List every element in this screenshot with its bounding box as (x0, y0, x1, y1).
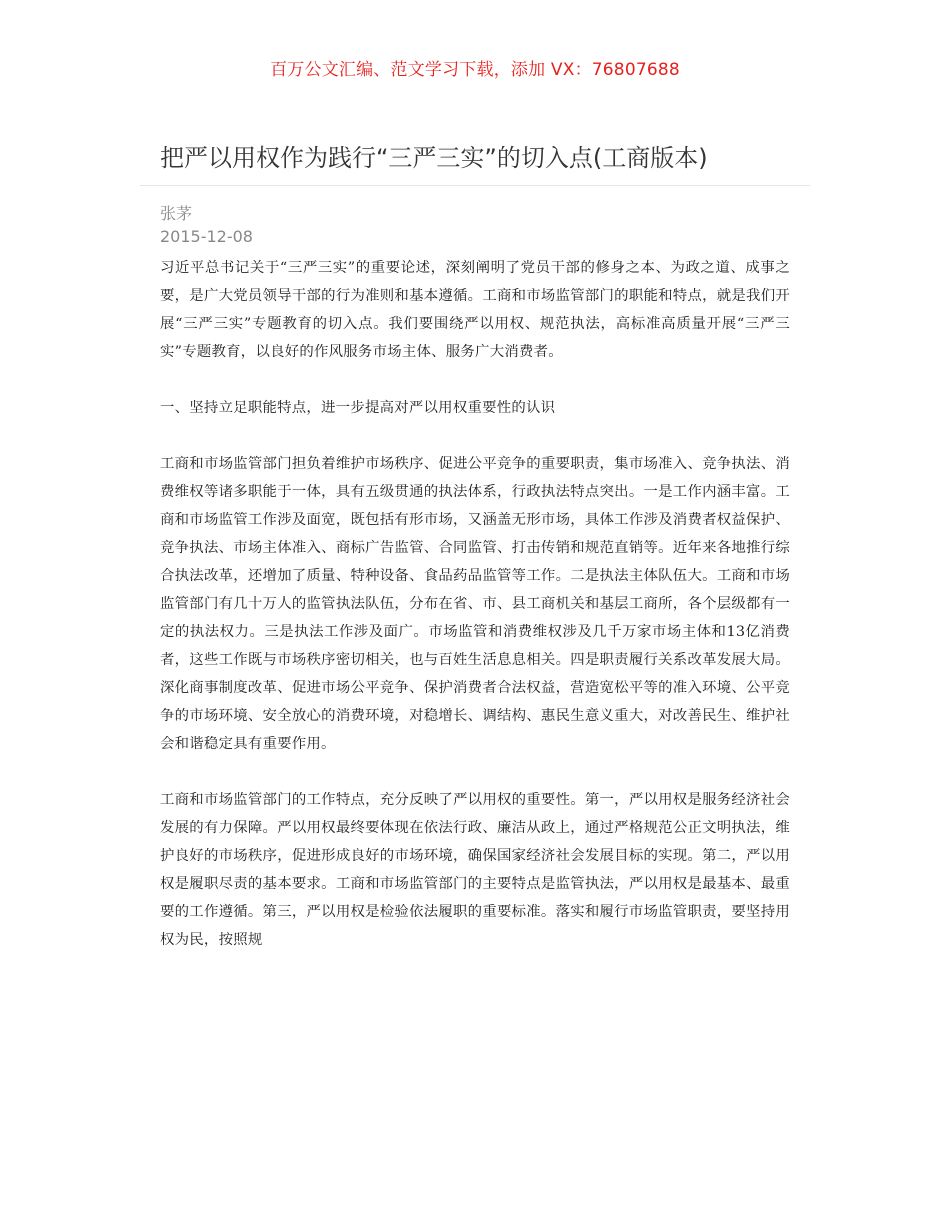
article-author: 张茅 (160, 204, 193, 223)
promo-banner: 百万公文汇编、范文学习下载，添加 VX：76807688 (270, 60, 680, 80)
paragraph-intro: 习近平总书记关于“三严三实”的重要论述，深刻阐明了党员干部的修身之本、为政之道、成事之要，是广大党员领导干部的行为准则和基本遵循。工商和市场监管部门的职能和特点，就是我们开展“三严三实”专题教育的切入点。我们要围绕严以用权、规范执法，高标准高质量开展“三严三实”专题教育，以良好的作风服务市场主体、服务广大消费者。 (160, 260, 790, 360)
paragraph-importance: 工商和市场监管部门的工作特点，充分反映了严以用权的重要性。第一，严以用权是服务经济社会发展的有力保障。严以用权最终要体现在依法行政、廉洁从政上，通过严格规范公正文明执法，维护良好的市场秩序，促进形成良好的市场环境，确保国家经济社会发展目标的实现。第二，严以用权是履职尽责的基本要求。工商和市场监管部门的主要特点是监管执法，严以用权是最基本、最重要的工作遵循。第三，严以用权是检验依法履职的重要标准。落实和履行市场监管职责，要坚持用权为民，按照规 (160, 792, 790, 948)
title-divider (140, 185, 810, 186)
paragraph-duties: 工商和市场监管部门担负着维护市场秩序、促进公平竞争的重要职责，集市场准入、竞争执法、消费维权等诸多职能于一体，具有五级贯通的执法体系，行政执法特点突出。一是工作内涵丰富。工商和市场监管工作涉及面宽，既包括有形市场，又涵盖无形市场，具体工作涉及消费者权益保护、竞争执法、市场主体准入、商标广告监管、合同监管、打击传销和规范直销等。近年来各地推行综合执法改革，还增加了质量、特种设备、食品药品监管等工作。二是执法主体队伍大。工商和市场监管部门有几十万人的监管执法队伍，分布在省、市、县工商机关和基层工商所，各个层级都有一定的执法权力。三是执法工作涉及面广。市场监管和消费维权涉及几千万家市场主体和13亿消费者，这些工作既与市场秩序密切相关，也与百姓生活息息相关。四是职责履行关系改革发展大局。深化商事制度改革、促进市场公平竞争、保护消费者合法权益，营造宽松平等的准入环境、公平竞争的市场环境、安全放心的消费环境，对稳增长、调结构、惠民生意义重大，对改善民生、维护社会和谐稳定具有重要作用。 (160, 456, 790, 752)
article-body (160, 254, 790, 982)
section-heading: 一、坚持立足职能特点，进一步提高对严以用权重要性的认识 (160, 400, 556, 416)
article-title: 把严以用权作为践行“三严三实”的切入点(工商版本) (160, 144, 708, 172)
article-date: 2015-12-08 (160, 227, 253, 246)
